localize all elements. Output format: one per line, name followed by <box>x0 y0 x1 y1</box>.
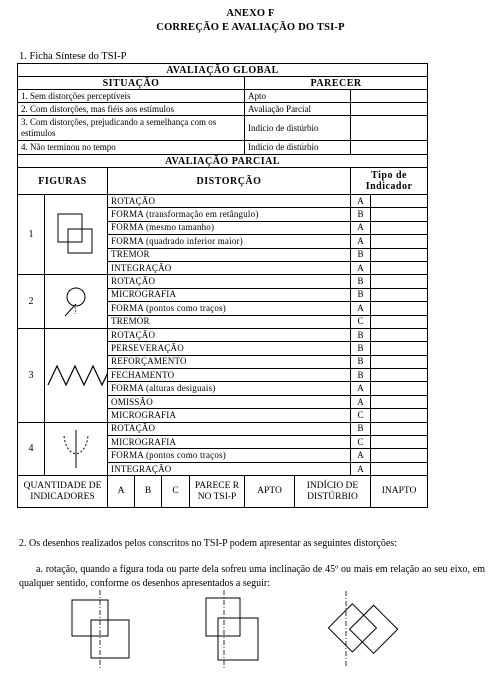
apto-header: APTO <box>245 476 295 508</box>
indicator-mark-cell <box>371 208 428 221</box>
indicator-mark-cell <box>371 436 428 449</box>
section-2-text: 2. Os desenhos realizados pelos conscritos no TSI-P podem apresentar as seguintes distorções: <box>19 538 397 549</box>
indicator-type: C <box>351 409 371 422</box>
figure-drawing-cell <box>45 422 108 476</box>
document-title: CORREÇÃO E AVALIAÇÃO DO TSI-P <box>156 22 345 33</box>
count-a-header: A <box>108 476 135 508</box>
distortion-label: FORMA (pontos como traços) <box>108 449 351 462</box>
indicator-type: B <box>351 355 371 368</box>
figure-number: 1 <box>18 195 45 275</box>
indicator-type: A <box>351 195 371 208</box>
indicator-type: B <box>351 288 371 301</box>
indicator-mark-cell <box>371 449 428 462</box>
figure-drawing-cell <box>45 328 108 422</box>
distortion-label: OMISSÃO <box>108 395 351 408</box>
indicator-type: C <box>351 315 371 328</box>
indicator-type: B <box>351 369 371 382</box>
distortion-label: ROTAÇÃO <box>108 275 351 288</box>
figure-drawing-cell <box>45 195 108 275</box>
indicator-type: A <box>351 449 371 462</box>
distortion-label: ROTAÇÃO <box>108 422 351 435</box>
partial-evaluation-heading: AVALIAÇÃO PARCIAL <box>18 155 428 168</box>
situation-2: 2. Com distorções, mas fiéis aos estímulos <box>18 103 245 116</box>
indicator-mark-cell <box>371 395 428 408</box>
zigzag-icon <box>45 358 108 392</box>
indicator-type: A <box>351 302 371 315</box>
indicator-mark-cell <box>371 409 428 422</box>
figures-header: FIGURAS <box>18 168 108 195</box>
opinion-4-mark <box>351 141 428 155</box>
distortion-label: FORMA (alturas desiguais) <box>108 382 351 395</box>
indicator-type: A <box>351 235 371 248</box>
figure-number: 3 <box>18 328 45 422</box>
opinion-1-mark <box>351 90 428 103</box>
indicator-mark-cell <box>371 221 428 234</box>
indicator-mark-cell <box>371 462 428 475</box>
opinion-header: PARECER <box>245 77 428 90</box>
figure-drawing-cell <box>45 275 108 329</box>
indicator-type: A <box>351 382 371 395</box>
rotation-example-2 <box>196 588 276 672</box>
opinion-1: Apto <box>245 90 351 103</box>
distortion-label: REFORÇAMENTO <box>108 355 351 368</box>
figure-number: 4 <box>18 422 45 476</box>
situation-3: 3. Com distorções, prejudicando a semelhança com os estímulos <box>18 116 245 141</box>
distortion-label: FECHAMENTO <box>108 369 351 382</box>
count-b-header: B <box>135 476 162 508</box>
indicator-type: A <box>351 462 371 475</box>
indicator-mark-cell <box>371 328 428 341</box>
distortion-label: FORMA (mesmo tamanho) <box>108 221 351 234</box>
figure-number: 2 <box>18 275 45 329</box>
indicator-mark-cell <box>371 261 428 274</box>
opinion-3-mark <box>351 116 428 141</box>
global-evaluation-heading: AVALIAÇÃO GLOBAL <box>18 64 428 77</box>
dotted-arc-icon <box>58 428 94 470</box>
opinion-3: Indício de distúrbio <box>245 116 351 141</box>
distortion-label: ROTAÇÃO <box>108 195 351 208</box>
item-a-text: a. rotação, quando a figura toda ou parte dela sofreu uma inclinação de 45º ou mais em relação ao seu eixo, em qualquer sentido, conforme os desenhos apresentados a seguir: <box>19 564 485 589</box>
indicator-mark-cell <box>371 195 428 208</box>
distortion-label: ROTAÇÃO <box>108 328 351 341</box>
parecer-label: PARECE R NO TSI-P <box>190 476 245 508</box>
indicator-mark-cell <box>371 369 428 382</box>
overlapping-squares-icon <box>52 209 100 261</box>
distortion-row <box>18 275 428 288</box>
distortion-label: MICROGRAFIA <box>108 288 351 301</box>
indicator-mark-cell <box>371 288 428 301</box>
distortion-row <box>18 422 428 435</box>
indicator-mark-cell <box>371 355 428 368</box>
indicator-mark-cell <box>371 275 428 288</box>
distortion-label: MICROGRAFIA <box>108 436 351 449</box>
rotation-example-1 <box>64 588 144 672</box>
indicator-mark-cell <box>371 382 428 395</box>
distortion-row <box>18 328 428 341</box>
indicator-type: B <box>351 275 371 288</box>
indicator-mark-cell <box>371 342 428 355</box>
indicator-mark-cell <box>371 248 428 261</box>
distortion-label: FORMA (quadrado inferior maior) <box>108 235 351 248</box>
distortion-header: DISTORÇÃO <box>108 168 351 195</box>
indicator-type: B <box>351 248 371 261</box>
quantity-label: QUANTIDADE DE INDICADORES <box>18 476 108 508</box>
indicator-mark-cell <box>371 422 428 435</box>
opinion-2-mark <box>351 103 428 116</box>
distortion-label: FORMA (pontos como traços) <box>108 302 351 315</box>
indicator-type: C <box>351 436 371 449</box>
indicator-mark-cell <box>371 235 428 248</box>
indicator-mark-cell <box>371 302 428 315</box>
circle-with-stem-icon <box>56 284 96 320</box>
indicator-type: B <box>351 328 371 341</box>
indicio-header: INDÍCIO DE DISTÚRBIO <box>295 476 371 508</box>
situation-1: 1. Sem distorções perceptíveis <box>18 90 245 103</box>
opinion-4: Indício de distúrbio <box>245 141 351 155</box>
indicator-type: A <box>351 261 371 274</box>
indicator-mark-cell <box>371 315 428 328</box>
evaluation-table <box>17 63 428 508</box>
distortion-label: TREMOR <box>108 248 351 261</box>
distortion-row <box>18 195 428 208</box>
inapto-header: INAPTO <box>371 476 428 508</box>
count-c-header: C <box>162 476 190 508</box>
section-1-label: 1. Ficha Síntese do TSI-P <box>19 51 127 62</box>
distortion-label: INTEGRAÇÃO <box>108 261 351 274</box>
indicator-type: B <box>351 342 371 355</box>
indicator-type-header: Tipo de Indicador <box>351 168 428 195</box>
indicator-type: B <box>351 422 371 435</box>
distortion-label: PERSEVERAÇÃO <box>108 342 351 355</box>
situation-header: SITUAÇÃO <box>18 77 245 90</box>
indicator-type: A <box>351 395 371 408</box>
distortion-label: MICROGRAFIA <box>108 409 351 422</box>
indicator-type: B <box>351 208 371 221</box>
rotation-example-3 <box>318 588 408 672</box>
annex-label: ANEXO F <box>226 8 275 19</box>
distortion-label: TREMOR <box>108 315 351 328</box>
distortion-label: FORMA (transformação em retângulo) <box>108 208 351 221</box>
distortion-label: INTEGRAÇÃO <box>108 462 351 475</box>
indicator-type: A <box>351 221 371 234</box>
situation-4: 4. Não terminou no tempo <box>18 141 245 155</box>
opinion-2: Avaliação Parcial <box>245 103 351 116</box>
